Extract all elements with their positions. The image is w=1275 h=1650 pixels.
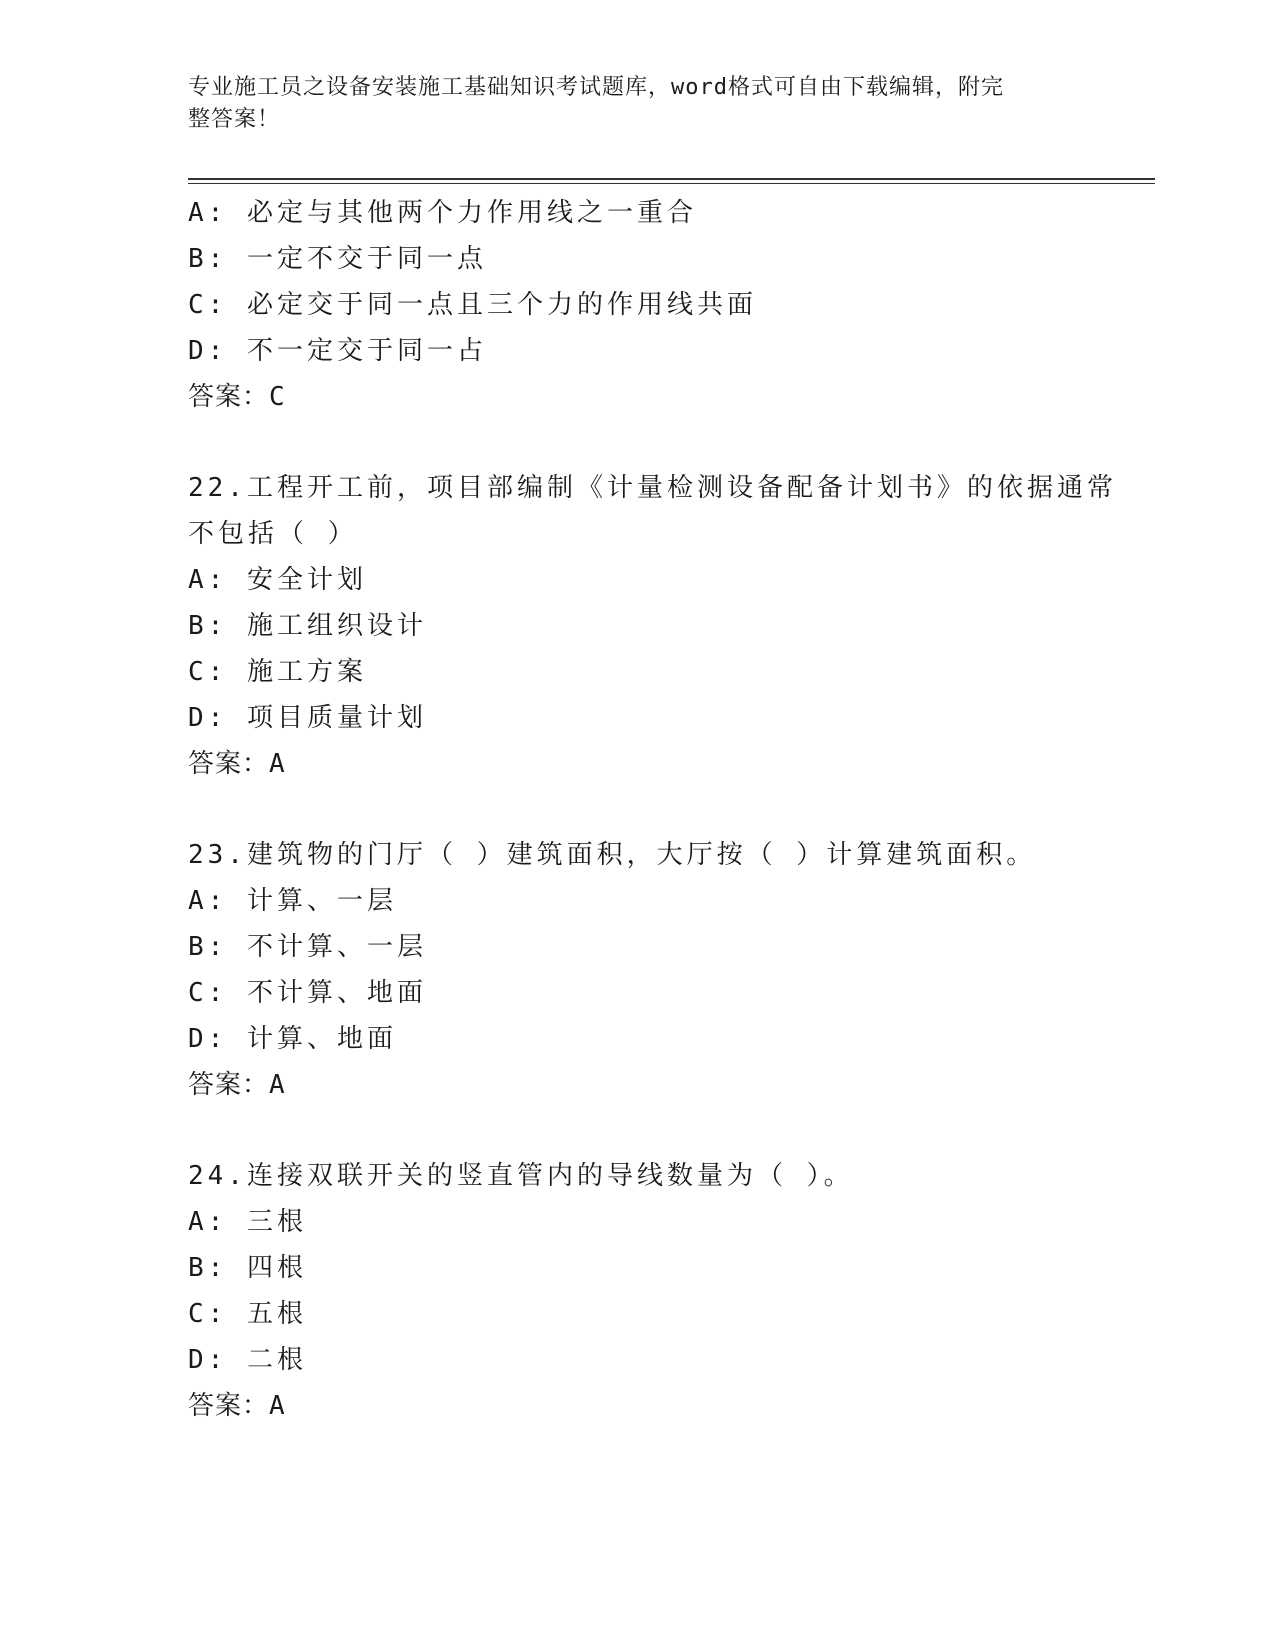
option-d: D: 二根 — [188, 1345, 307, 1375]
question-text-line-1: 23.建筑物的门厅（ ）建筑面积，大厅按（ ）计算建筑面积。 — [188, 840, 1037, 870]
question-spacer — [188, 420, 1088, 465]
option-c: C: 不计算、地面 — [188, 978, 427, 1008]
option-b: B: 不计算、一层 — [188, 932, 427, 962]
question-text-line-2: 不包括（ ） — [188, 519, 358, 549]
answer-line: 答案：C — [188, 382, 286, 412]
option-b: B: 一定不交于同一点 — [188, 244, 487, 274]
option-a: A: 计算、一层 — [188, 886, 397, 916]
option-b: B: 施工组织设计 — [188, 611, 427, 641]
header-divider-thin — [188, 183, 1155, 184]
answer-line: 答案：A — [188, 1070, 286, 1100]
question-text-line-1: 22.工程开工前，项目部编制《计量检测设备配备计划书》的依据通常 — [188, 473, 1117, 503]
question-list — [188, 190, 1117, 1429]
header-title-line-1: 专业施工员之设备安装施工基础知识考试题库，word格式可自由下载编辑，附完 — [188, 75, 1004, 100]
option-c: C: 五根 — [188, 1299, 307, 1329]
option-a: A: 三根 — [188, 1207, 307, 1237]
option-d: D: 不一定交于同一占 — [188, 336, 487, 366]
question-spacer — [188, 787, 1088, 832]
question-22 — [188, 465, 1117, 787]
option-c: C: 施工方案 — [188, 657, 367, 687]
option-d: D: 项目质量计划 — [188, 703, 427, 733]
header-divider-thick — [188, 178, 1155, 180]
option-c: C: 必定交于同一点且三个力的作用线共面 — [188, 290, 757, 320]
question-23 — [188, 832, 1088, 1108]
question-spacer — [188, 1108, 1088, 1153]
option-d: D: 计算、地面 — [188, 1024, 397, 1054]
option-a: A: 必定与其他两个力作用线之一重合 — [188, 198, 697, 228]
question-21 — [188, 190, 1088, 420]
question-24 — [188, 1153, 1088, 1429]
document-header — [188, 72, 1068, 136]
header-title-line-2: 整答案！ — [188, 107, 281, 132]
answer-line: 答案：A — [188, 1391, 286, 1421]
option-a: A: 安全计划 — [188, 565, 367, 595]
option-b: B: 四根 — [188, 1253, 307, 1283]
question-text-line-1: 24.连接双联开关的竖直管内的导线数量为（ ）。 — [188, 1161, 854, 1191]
answer-line: 答案：A — [188, 749, 286, 779]
